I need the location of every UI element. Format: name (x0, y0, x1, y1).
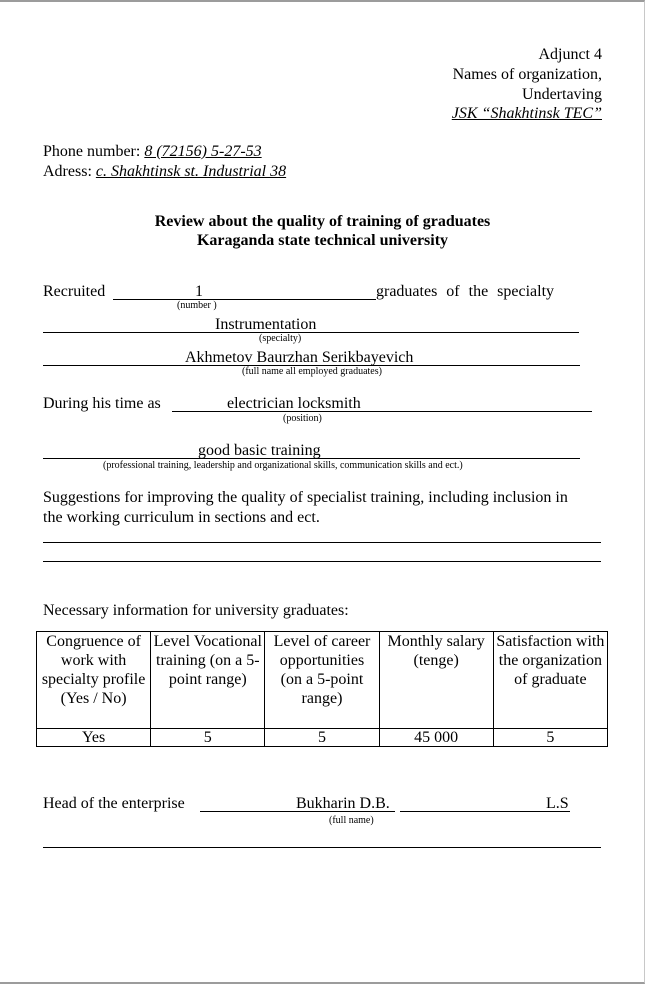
header-vocational-training: Level Vocational training (on a 5-point range) (151, 632, 265, 729)
header-satisfaction: Satisfaction with the organization of graduate (493, 632, 607, 729)
phone-value: 8 (72156) 5-27-53 (144, 143, 262, 160)
position-caption: (position) (283, 413, 322, 424)
value-career-opportunities: 5 (265, 729, 379, 747)
specialty-caption: (specialty) (259, 333, 302, 344)
value-monthly-salary: 45 000 (379, 729, 493, 747)
specialty-value: Instrumentation (215, 316, 317, 333)
suggestions-line-2: the working curriculum in sections and ect. (43, 509, 320, 526)
names-of-organization: Names of organization, (452, 66, 602, 83)
ls-mark: L.S (546, 795, 569, 812)
table-row (37, 729, 608, 747)
graduate-name: Akhmetov Baurzhan Serikbayevich (185, 349, 414, 366)
header-congruence: Congruence of work with specialty profile (Yes / No) (37, 632, 151, 729)
address-line (43, 162, 286, 181)
position-value: electrician locksmith (227, 395, 361, 412)
suggestions-blank-1 (43, 542, 601, 543)
head-name: Bukharin D.B. (296, 795, 390, 812)
value-congruence: Yes (37, 729, 151, 747)
phone-line (43, 142, 262, 161)
recruited-label: Recruited (43, 283, 106, 300)
document-subtitle: Karaganda state technical university (196, 232, 449, 249)
organization-name: JSK “Shakhtinsk TEC” (451, 105, 602, 122)
undertaving-label: Undertaving (522, 86, 602, 103)
necessary-info-label: Necessary information for university graduates: (43, 602, 349, 619)
table-header-row (37, 632, 608, 729)
bottom-line (43, 847, 601, 848)
value-vocational-training: 5 (151, 729, 265, 747)
suggestions-blank-2 (43, 561, 601, 562)
head-name-caption: (full name) (329, 815, 374, 826)
address-value: c. Shakhtinsk st. Industrial 38 (95, 163, 287, 180)
number-caption: (number ) (177, 300, 217, 311)
header-monthly-salary: Monthly salary (tenge) (379, 632, 493, 729)
name-caption: (full name all employed graduates) (242, 366, 382, 377)
header-career-opportunities: Level of career opportunities (on a 5-point range) (265, 632, 379, 729)
signature-line (400, 811, 570, 812)
phone-label: Phone number: (43, 143, 141, 160)
adjunct-label: Adjunct 4 (538, 46, 602, 63)
value-satisfaction: 5 (493, 729, 607, 747)
recruited-number-line (113, 299, 376, 300)
address-label: Adress: (43, 163, 92, 180)
training-value: good basic training (198, 442, 321, 459)
graduate-info-table (36, 631, 608, 747)
during-label: During his time as (43, 395, 161, 412)
document-title: Review about the quality of training of graduates (154, 213, 491, 230)
recruited-suffix: graduates of the specialty (376, 283, 555, 300)
training-caption: (professional training, leadership and organizational skills, communication skills and ect.) (103, 460, 463, 471)
recruited-number: 1 (195, 283, 203, 300)
suggestions-line-1: Suggestions for improving the quality of specialist training, including inclusion in (43, 489, 568, 506)
head-label: Head of the enterprise (43, 795, 185, 812)
